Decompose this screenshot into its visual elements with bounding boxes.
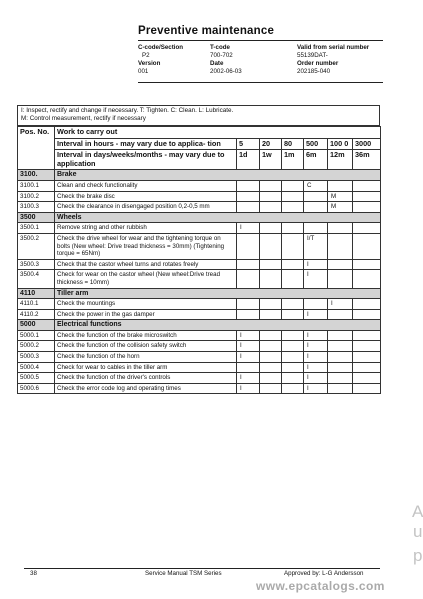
- interval-hours-cell: 80: [282, 138, 304, 150]
- interval-mark: I: [304, 383, 328, 394]
- interval-mark: [282, 352, 304, 363]
- interval-mark: [328, 309, 353, 320]
- table-row: [18, 341, 381, 352]
- table-row: [18, 191, 381, 202]
- interval-mark: [353, 233, 381, 259]
- interval-hours-cell: 500: [304, 138, 328, 150]
- interval-mark: [304, 223, 328, 234]
- interval-mark: [353, 299, 381, 310]
- page-title: Preventive maintenance: [138, 25, 275, 37]
- section-title: Brake: [55, 170, 381, 181]
- table-row: [18, 373, 381, 384]
- interval-mark: [282, 362, 304, 373]
- work-description: Check the brake disc: [55, 191, 237, 202]
- interval-mark: [328, 362, 353, 373]
- header-row-work: [18, 127, 381, 139]
- interval-hours-cell: 5: [237, 138, 260, 150]
- section-title: Electrical functions: [55, 320, 381, 331]
- approved-by: Approved by: L-G Andersson: [284, 570, 364, 577]
- interval-mark: I: [304, 270, 328, 288]
- header-row-days: [18, 150, 381, 170]
- meta-rule: [138, 82, 383, 83]
- interval-mark: [353, 223, 381, 234]
- interval-mark: [353, 180, 381, 191]
- table-row: [18, 383, 381, 394]
- interval-mark: [282, 299, 304, 310]
- position-number: 3500.4: [18, 270, 55, 288]
- interval-hours-label: Interval in hours - may vary due to applica- tion: [55, 138, 237, 150]
- interval-mark: [304, 299, 328, 310]
- position-number: 5000.1: [18, 330, 55, 341]
- table-row: [18, 259, 381, 270]
- interval-mark: I: [304, 373, 328, 384]
- interval-mark: [237, 191, 260, 202]
- position-number: 5000.3: [18, 352, 55, 363]
- order-label: Order number: [297, 60, 339, 67]
- interval-mark: [260, 270, 282, 288]
- position-number: 3100.2: [18, 191, 55, 202]
- interval-mark: [282, 330, 304, 341]
- table-row: [18, 233, 381, 259]
- edge-glyph: A: [412, 502, 423, 521]
- work-description: Check that the castor wheel turns and rotates freely: [55, 259, 237, 270]
- order-value: 202185-040: [297, 67, 331, 75]
- interval-days-cell: 12m: [328, 150, 353, 170]
- section-code: 3100.: [18, 170, 55, 181]
- interval-mark: I: [304, 362, 328, 373]
- interval-days-cell: 1d: [237, 150, 260, 170]
- interval-mark: [353, 202, 381, 213]
- interval-mark: [282, 180, 304, 191]
- interval-mark: [260, 299, 282, 310]
- section-code: 5000: [18, 320, 55, 331]
- interval-mark: [260, 259, 282, 270]
- interval-mark: [304, 191, 328, 202]
- interval-mark: [328, 330, 353, 341]
- interval-mark: [260, 341, 282, 352]
- interval-days-cell: 1m: [282, 150, 304, 170]
- work-description: Check the clearance in disengaged position 0,2-0,5 mm: [55, 202, 237, 213]
- section-row: [18, 212, 381, 223]
- interval-mark: I: [237, 352, 260, 363]
- work-description: Check the function of the horn: [55, 352, 237, 363]
- footer-rule: [24, 568, 380, 569]
- interval-mark: I: [237, 330, 260, 341]
- meta-version: [138, 60, 160, 75]
- date-label: Date: [210, 60, 224, 67]
- work-description: Check for wear to cables in the tiller arm: [55, 362, 237, 373]
- table-row: [18, 299, 381, 310]
- table-row: [18, 309, 381, 320]
- interval-mark: [353, 352, 381, 363]
- interval-mark: [237, 270, 260, 288]
- work-description: Check the drive wheel for wear and the tightening torque on bolts (New wheel: Drive tread thickness = 30mm) (Tightening torque = 65Nm): [55, 233, 237, 259]
- work-description: Check the power in the gas damper: [55, 309, 237, 320]
- position-number: 4110.1: [18, 299, 55, 310]
- work-description: Clean and check functionality: [55, 180, 237, 191]
- interval-mark: [328, 383, 353, 394]
- position-number: 4110.2: [18, 309, 55, 320]
- interval-hours-cell: 3000: [353, 138, 381, 150]
- interval-days-cell: 36m: [353, 150, 381, 170]
- work-description: Check the mountings: [55, 299, 237, 310]
- interval-mark: [260, 352, 282, 363]
- interval-mark: [282, 191, 304, 202]
- section-code: 3500: [18, 212, 55, 223]
- interval-mark: I: [304, 352, 328, 363]
- code-section-value: P2: [142, 51, 150, 59]
- interval-mark: [353, 373, 381, 384]
- table-row: [18, 270, 381, 288]
- interval-mark: [260, 373, 282, 384]
- table-row: [18, 223, 381, 234]
- interval-mark: [237, 299, 260, 310]
- interval-mark: [237, 362, 260, 373]
- interval-mark: [237, 202, 260, 213]
- interval-mark: [260, 202, 282, 213]
- position-number: 3500.1: [18, 223, 55, 234]
- interval-mark: [328, 270, 353, 288]
- interval-mark: [282, 383, 304, 394]
- tcode-value: 700-702: [210, 51, 233, 59]
- section-row: [18, 170, 381, 181]
- interval-mark: [237, 233, 260, 259]
- interval-days-cell: 6m: [304, 150, 328, 170]
- meta-valid-serial: [297, 44, 369, 59]
- interval-mark: [260, 362, 282, 373]
- work-description: Remove string and other rubbish: [55, 223, 237, 234]
- interval-mark: I: [304, 259, 328, 270]
- interval-mark: [282, 309, 304, 320]
- work-description: Check the error code log and operating times: [55, 383, 237, 394]
- maintenance-table: [17, 126, 381, 394]
- work-description: Check the function of the brake microswitch: [55, 330, 237, 341]
- interval-hours-cell: 20: [260, 138, 282, 150]
- interval-mark: [237, 180, 260, 191]
- interval-mark: [237, 259, 260, 270]
- meta-tcode: [210, 44, 233, 59]
- interval-mark: [328, 259, 353, 270]
- interval-mark: [353, 362, 381, 373]
- section-code: 4110: [18, 288, 55, 299]
- interval-mark: [282, 223, 304, 234]
- work-description: Check for wear on the castor wheel (New wheel:Drive tread thickness = 10mm): [55, 270, 237, 288]
- interval-mark: [353, 383, 381, 394]
- interval-mark: [328, 341, 353, 352]
- work-description: Check the function of the collision safety switch: [55, 341, 237, 352]
- interval-mark: [353, 270, 381, 288]
- code-section-label: C-code/Section: [138, 44, 184, 51]
- interval-mark: C: [304, 180, 328, 191]
- page-number: 38: [30, 570, 37, 577]
- table-row: [18, 180, 381, 191]
- interval-mark: [353, 341, 381, 352]
- interval-days-label: Interval in days/weeks/months - may vary due to application: [55, 150, 237, 170]
- meta-code-section: [138, 44, 183, 59]
- interval-mark: M: [328, 191, 353, 202]
- valid-serial-label: Valid from serial number: [297, 44, 370, 51]
- position-number: 3100.1: [18, 180, 55, 191]
- interval-mark: I: [304, 330, 328, 341]
- table-row: [18, 352, 381, 363]
- interval-mark: I: [328, 299, 353, 310]
- interval-mark: [353, 191, 381, 202]
- interval-days-cell: 1w: [260, 150, 282, 170]
- interval-mark: [260, 330, 282, 341]
- interval-mark: I: [237, 341, 260, 352]
- interval-hours-cell: 100 0: [328, 138, 353, 150]
- interval-mark: [282, 233, 304, 259]
- legend-box: [17, 105, 380, 126]
- position-number: 3100.3: [18, 202, 55, 213]
- section-title: Wheels: [55, 212, 381, 223]
- watermark-text: www.epcatalogs.com: [256, 579, 385, 593]
- section-row: [18, 288, 381, 299]
- work-header: Work to carry out: [55, 127, 381, 139]
- meta-order: [297, 60, 338, 75]
- interval-mark: [282, 202, 304, 213]
- table-row: [18, 362, 381, 373]
- position-number: 5000.5: [18, 373, 55, 384]
- interval-mark: [328, 180, 353, 191]
- interval-mark: I: [304, 341, 328, 352]
- legend-line-2: M: Control measurement, rectify if necessary: [21, 115, 146, 122]
- interval-mark: [353, 309, 381, 320]
- position-number: 3500.3: [18, 259, 55, 270]
- interval-mark: [328, 233, 353, 259]
- table-row: [18, 330, 381, 341]
- interval-mark: [328, 373, 353, 384]
- interval-mark: [328, 223, 353, 234]
- interval-mark: [328, 352, 353, 363]
- position-number: 5000.4: [18, 362, 55, 373]
- title-rule: [138, 40, 383, 41]
- interval-mark: I/T: [304, 233, 328, 259]
- interval-mark: [260, 383, 282, 394]
- section-title: Tiller arm: [55, 288, 381, 299]
- interval-mark: [282, 270, 304, 288]
- interval-mark: [260, 233, 282, 259]
- interval-mark: [260, 223, 282, 234]
- position-number: 5000.6: [18, 383, 55, 394]
- interval-mark: [282, 373, 304, 384]
- interval-mark: [282, 341, 304, 352]
- tcode-label: T-code: [210, 44, 230, 51]
- interval-mark: [304, 202, 328, 213]
- interval-mark: [237, 309, 260, 320]
- date-value: 2002-06-03: [210, 67, 242, 75]
- version-label: Version: [138, 60, 161, 67]
- pos-header: Pos. No.: [18, 127, 55, 170]
- interval-mark: I: [237, 223, 260, 234]
- work-description: Check the function of the driver's controls: [55, 373, 237, 384]
- interval-mark: [260, 309, 282, 320]
- interval-mark: I: [237, 383, 260, 394]
- position-number: 3500.2: [18, 233, 55, 259]
- interval-mark: [353, 330, 381, 341]
- edge-glyph: u: [413, 522, 423, 541]
- header-row-hours: [18, 138, 381, 150]
- manual-name: Service Manual TSM Series: [145, 570, 222, 577]
- table-row: [18, 202, 381, 213]
- interval-mark: [282, 259, 304, 270]
- section-row: [18, 320, 381, 331]
- version-value: 001: [138, 67, 149, 75]
- position-number: 5000.2: [18, 341, 55, 352]
- edge-glyph: p: [413, 546, 423, 565]
- meta-date: [210, 60, 242, 75]
- interval-mark: [260, 191, 282, 202]
- legend-line-1: I: Inspect, rectify and change if necessary. T: Tighten. C: Clean. L: Lubricate.: [21, 107, 234, 114]
- interval-mark: [260, 180, 282, 191]
- interval-mark: M: [328, 202, 353, 213]
- valid-serial-value: 55139DAT-: [297, 51, 328, 59]
- interval-mark: I: [237, 373, 260, 384]
- interval-mark: I: [304, 309, 328, 320]
- interval-mark: [353, 259, 381, 270]
